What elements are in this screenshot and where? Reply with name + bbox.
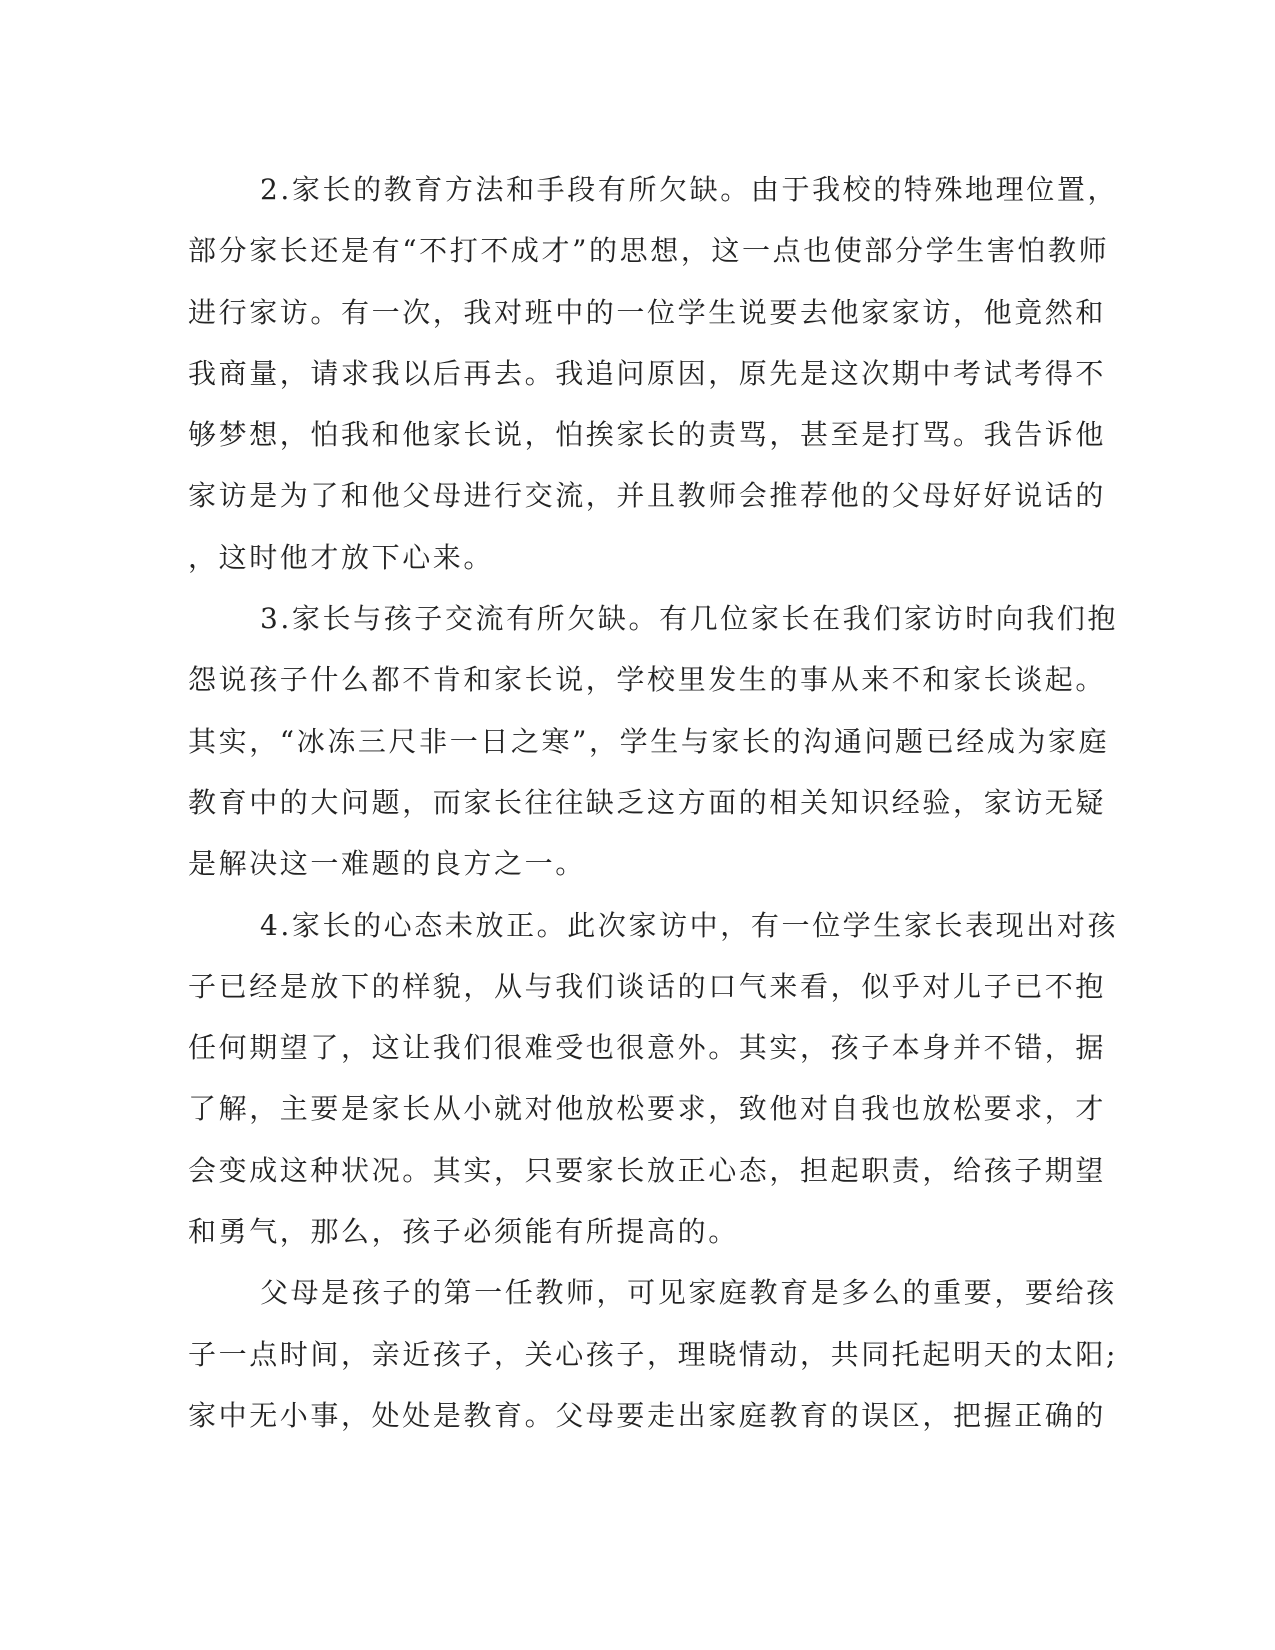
text-line: 2.家长的教育方法和手段有所欠缺。由于我校的特殊地理位置， [259,173,1119,206]
text-line: 够梦想，怕我和他家长说，怕挨家长的责骂，甚至是打骂。我告诉他 [188,418,1107,452]
text-line: 3.家长与孩子交流有所欠缺。有几位家长在我们家访时向我们抱 [259,602,1119,636]
text-line: 了解，主要是家长从小就对他放松要求，致他对自我也放松要求，才 [188,1092,1107,1126]
text-line: 子一点时间，亲近孩子，关心孩子，理晓情动，共同托起明天的太阳; [188,1337,1119,1371]
text-line: 教育中的大问题，而家长往往缺乏这方面的相关知识经验，家访无疑 [188,785,1107,819]
text-line: 家访是为了和他父母进行交流，并且教师会推荐他的父母好好说话的 [188,479,1107,513]
text-line: 4.家长的心态未放正。此次家访中，有一位学生家长表现出对孩 [259,908,1119,942]
text-line: 子已经是放下的样貌，从与我们谈话的口气来看，似乎对儿子已不抱 [188,969,1107,1003]
paragraph-conclusion [188,1262,1119,1446]
text-line: 我商量，请求我以后再去。我追问原因，原先是这次期中考试考得不 [188,356,1107,390]
text-line: 家中无小事，处处是教育。父母要走出家庭教育的误区，把握正确的 [188,1398,1107,1432]
paragraph-parent-child-communication [188,588,1119,894]
text-line: 和勇气，那么，孩子必须能有所提高的。 [188,1215,739,1249]
text-line: 进行家访。有一次，我对班中的一位学生说要去他家家访，他竟然和 [188,295,1107,329]
document-body [188,159,1119,1446]
text-line: ，这时他才放下心来。 [188,540,495,574]
text-line: 任何期望了，这让我们很难受也很意外。其实，孩子本身并不错，据 [188,1031,1107,1065]
text-line: 父母是孩子的第一任教师，可见家庭教育是多么的重要，要给孩 [259,1276,1117,1310]
text-line: 怨说孩子什么都不肯和家长说，学校里发生的事从来不和家长谈起。 [188,663,1107,697]
paragraph-parent-attitude [188,895,1119,1263]
paragraph-parent-teaching-methods [188,159,1119,588]
text-line: 是解决这一难题的良方之一。 [188,847,586,881]
text-line: 其实，“冰冻三尺非一日之寒”，学生与家长的沟通问题已经成为家庭 [188,724,1110,758]
text-line: 会变成这种状况。其实，只要家长放正心态，担起职责，给孩子期望 [188,1153,1107,1187]
text-line: 部分家长还是有“不打不成才”的思想，这一点也使部分学生害怕教师 [188,234,1110,268]
